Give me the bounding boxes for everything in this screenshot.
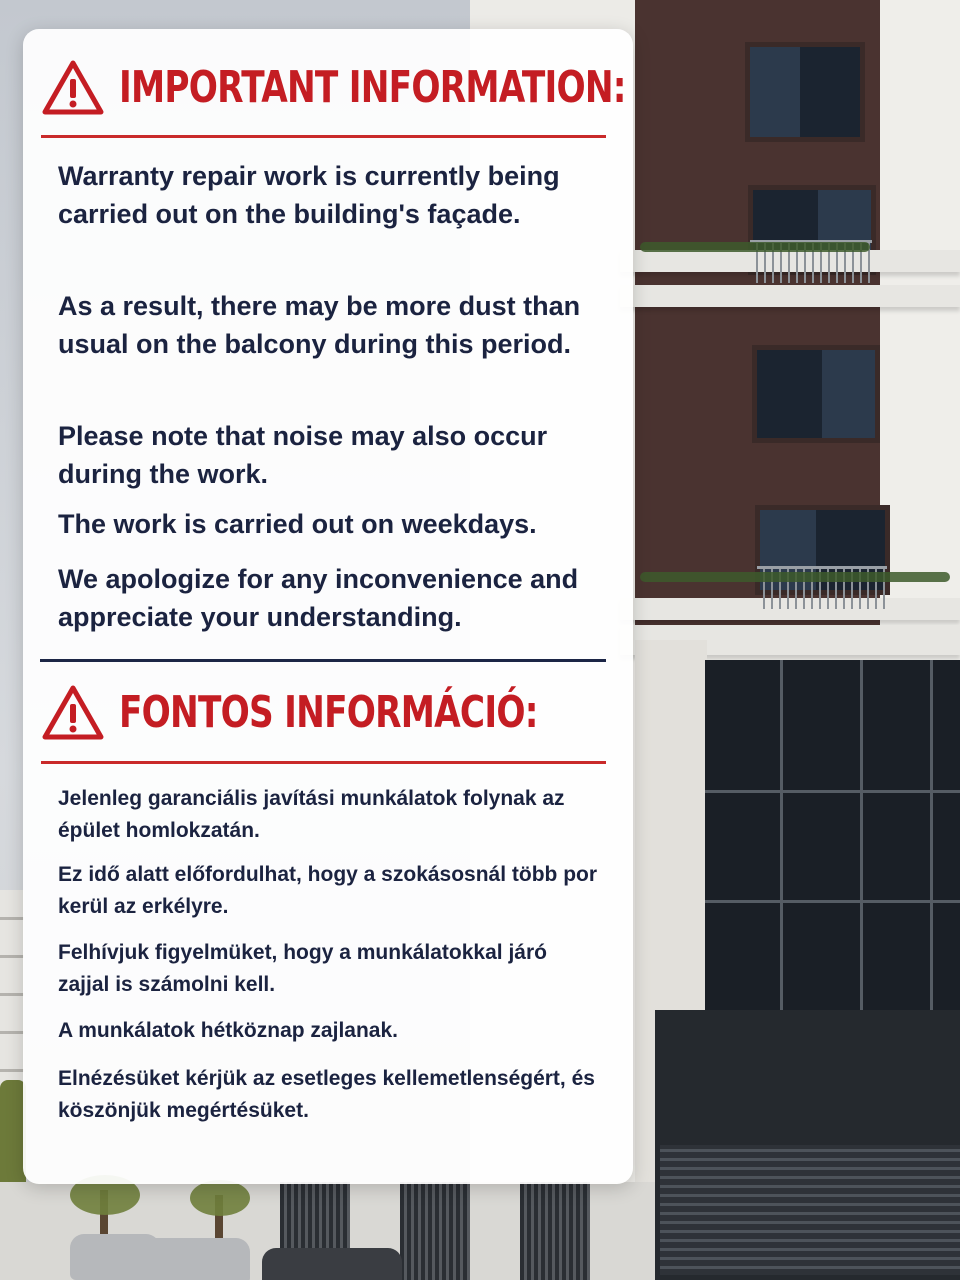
english-paragraph: Please note that noise may also occur during the work. (58, 421, 548, 489)
glass-mullion (930, 660, 933, 1020)
hungarian-paragraph: Ez idő alatt előfordulhat, hogy a szokásosnál több por kerül az erkélyre. (58, 863, 598, 918)
english-heading-row (41, 59, 769, 117)
glass-facade (705, 660, 960, 1020)
metal-slats (520, 1182, 590, 1280)
white-column (880, 0, 960, 660)
parked-car (140, 1238, 250, 1280)
tree-canopy (190, 1180, 250, 1216)
metal-slats (660, 1145, 960, 1275)
parked-car (262, 1248, 402, 1280)
glass-transom (705, 900, 960, 903)
notice-card (23, 29, 633, 1184)
warning-triangle-icon (41, 59, 105, 117)
balcony-plants (640, 242, 870, 252)
glass-transom (705, 790, 960, 793)
english-heading: IMPORTANT INFORMATION: (119, 62, 626, 113)
english-paragraph: We apologize for any inconvenience and appreciate your understanding. (58, 564, 579, 632)
warning-triangle-icon (41, 684, 105, 742)
metal-slats (400, 1182, 470, 1280)
hungarian-heading-row (41, 684, 656, 742)
balcony-slab (620, 285, 960, 307)
window (752, 345, 880, 443)
balcony-plants (640, 572, 950, 582)
section-divider (40, 659, 606, 662)
hungarian-paragraph: Felhívjuk figyelmüket, hogy a munkálatokkal járó zajjal is számolni kell. (58, 941, 547, 996)
hungarian-paragraph: A munkálatok hétköznap zajlanak. (58, 1019, 398, 1042)
hungarian-heading: FONTOS INFORMÁCIÓ: (119, 687, 538, 738)
hungarian-heading-underline (41, 761, 606, 764)
hungarian-paragraph: Jelenleg garanciális javítási munkálatok folynak az épület homlokzatán. (58, 787, 565, 842)
glass-mullion (860, 660, 863, 1020)
hungarian-paragraph: Elnézésüket kérjük az esetleges kellemetlenségért, és köszönjük megértésüket. (58, 1067, 595, 1122)
glass-mullion (780, 660, 783, 1020)
english-paragraph: The work is carried out on weekdays. (58, 509, 537, 539)
neighbor-building (0, 890, 24, 1110)
english-paragraph: As a result, there may be more dust than usual on the balcony during this period. (58, 291, 581, 359)
english-paragraph: Warranty repair work is currently being carried out on the building's façade. (58, 161, 560, 229)
english-heading-underline (41, 135, 606, 138)
